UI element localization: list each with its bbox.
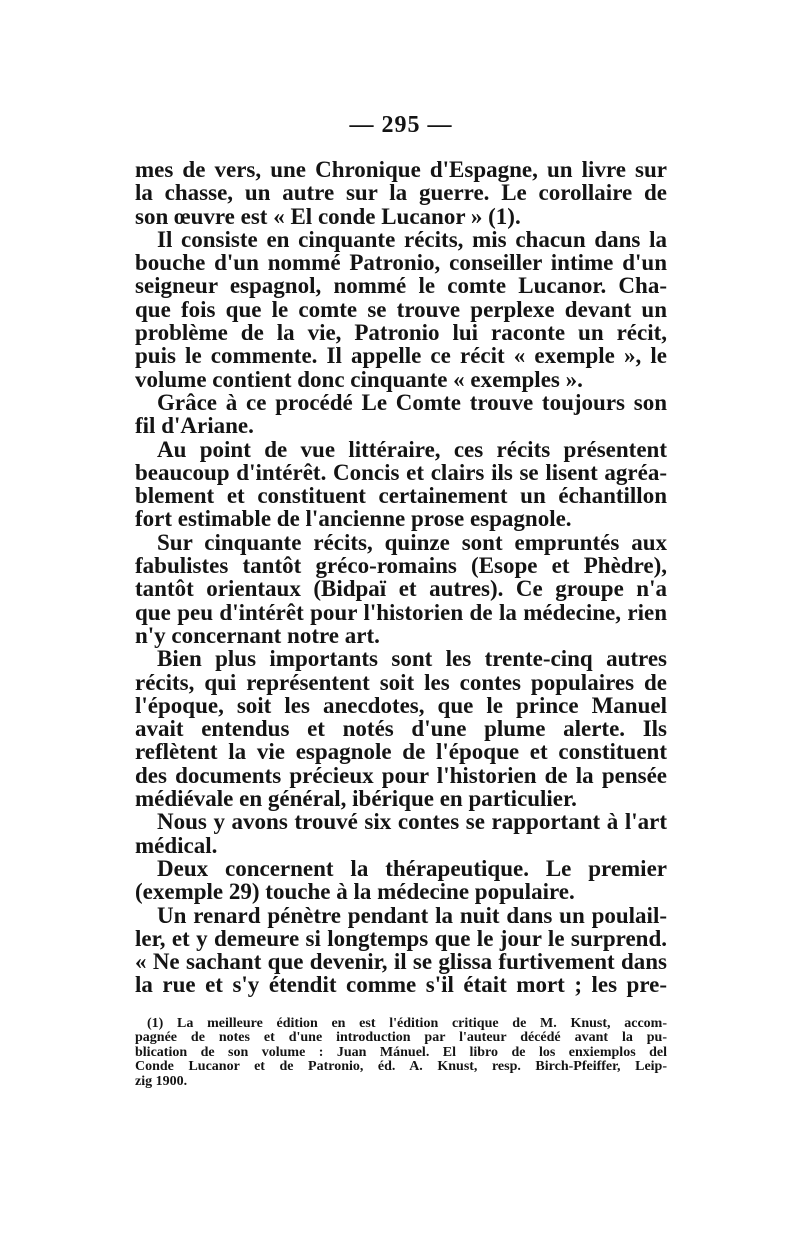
text-line: mes de vers, une Chronique d'Espagne, un livre sur — [135, 157, 667, 182]
text-line: (exemple 29) touche à la médecine populaire. — [135, 879, 575, 905]
text-line: Sur cinquante récits, quinze sont empruntés aux — [157, 529, 667, 555]
text-line: Bien plus importants sont les trente-cinq autres — [157, 646, 667, 672]
text-line: Il consiste en cinquante récits, mis chacun dans la — [157, 226, 667, 252]
text-line: seigneur espagnol, nommé le comte Lucanor. Cha- — [135, 273, 667, 299]
text-line: tantôt orientaux (Bidpaï et autres). Ce groupe n'a — [135, 576, 667, 602]
text-line: beaucoup d'intérêt. Concis et clairs ils se lisent agréa- — [135, 459, 667, 485]
text-line: Un renard pénètre pendant la nuit dans un poulail- — [157, 902, 667, 928]
text-line: « Ne sachant que devenir, il se glissa furtivement dans — [135, 949, 667, 975]
text-line: ler, et y demeure si longtemps que le jour le surprend. — [135, 925, 667, 951]
book-page — [135, 110, 667, 1090]
text-line: blement et constituent certainement un échantillon — [135, 483, 667, 509]
text-line: que peu d'intérêt pour l'historien de la médecine, rien — [135, 599, 667, 625]
text-line: Nous y avons trouvé six contes se rapportant à l'art — [157, 809, 667, 835]
text-line: récits, qui représentent soit les contes populaires de — [135, 669, 667, 695]
footnote-line: (1) La meilleure édition en est l'édition critique de M. Knust, accom- — [147, 1015, 667, 1031]
body-text — [135, 158, 667, 997]
page-number: — 295 — — [349, 112, 453, 138]
text-line: bouche d'un nommé Patronio, conseiller intime d'un — [135, 250, 667, 276]
text-line: reflètent la vie espagnole de l'époque et constituent — [135, 739, 667, 765]
text-line: puis le commente. Il appelle ce récit « exemple », le — [135, 343, 667, 369]
text-line: l'époque, soit les anecdotes, que le prince Manuel — [135, 692, 667, 718]
text-line: fort estimable de l'ancienne prose espagnole. — [135, 506, 572, 532]
text-line: Au point de vue littéraire, ces récits présentent — [157, 436, 667, 462]
text-line: Deux concernent la thérapeutique. Le premier — [157, 855, 667, 881]
text-line: la rue et s'y étendit comme s'il était mort ; les pre- — [135, 972, 667, 998]
footnote-line: pagnée de notes et d'une introduction par l'auteur décédé avant la pu- — [135, 1030, 667, 1046]
footnote-line: zig 1900. — [135, 1074, 188, 1090]
footnotes — [135, 1017, 667, 1090]
text-line: fil d'Ariane. — [135, 413, 254, 439]
text-line: fabulistes tantôt gréco-romains (Esope et Phèdre), — [135, 553, 667, 579]
footnote-line: blication de son volume : Juan Mánuel. El libro de los enxiemplos del — [135, 1044, 667, 1060]
footnote-line: Conde Lucanor et de Patronio, éd. A. Knust, resp. Birch-Pfeiffer, Leip- — [135, 1059, 667, 1075]
text-line: que fois que le comte se trouve perplexe devant un — [135, 296, 667, 322]
text-line: la chasse, un autre sur la guerre. Le corollaire de — [135, 180, 667, 206]
text-line: médical. — [135, 832, 218, 858]
text-line: problème de la vie, Patronio lui raconte un récit, — [135, 320, 667, 346]
text-line: des documents précieux pour l'historien de la pensée — [135, 762, 667, 788]
text-line: n'y concernant notre art. — [135, 622, 380, 648]
text-line: volume contient donc cinquante « exemples ». — [135, 366, 583, 392]
text-line: son œuvre est « El conde Lucanor » (1). — [135, 203, 521, 229]
text-line: Grâce à ce procédé Le Comte trouve toujours son — [157, 389, 667, 415]
text-line: médiévale en général, ibérique en particulier. — [135, 786, 577, 812]
text-line: avait entendus et notés d'une plume alerte. Ils — [135, 716, 667, 742]
